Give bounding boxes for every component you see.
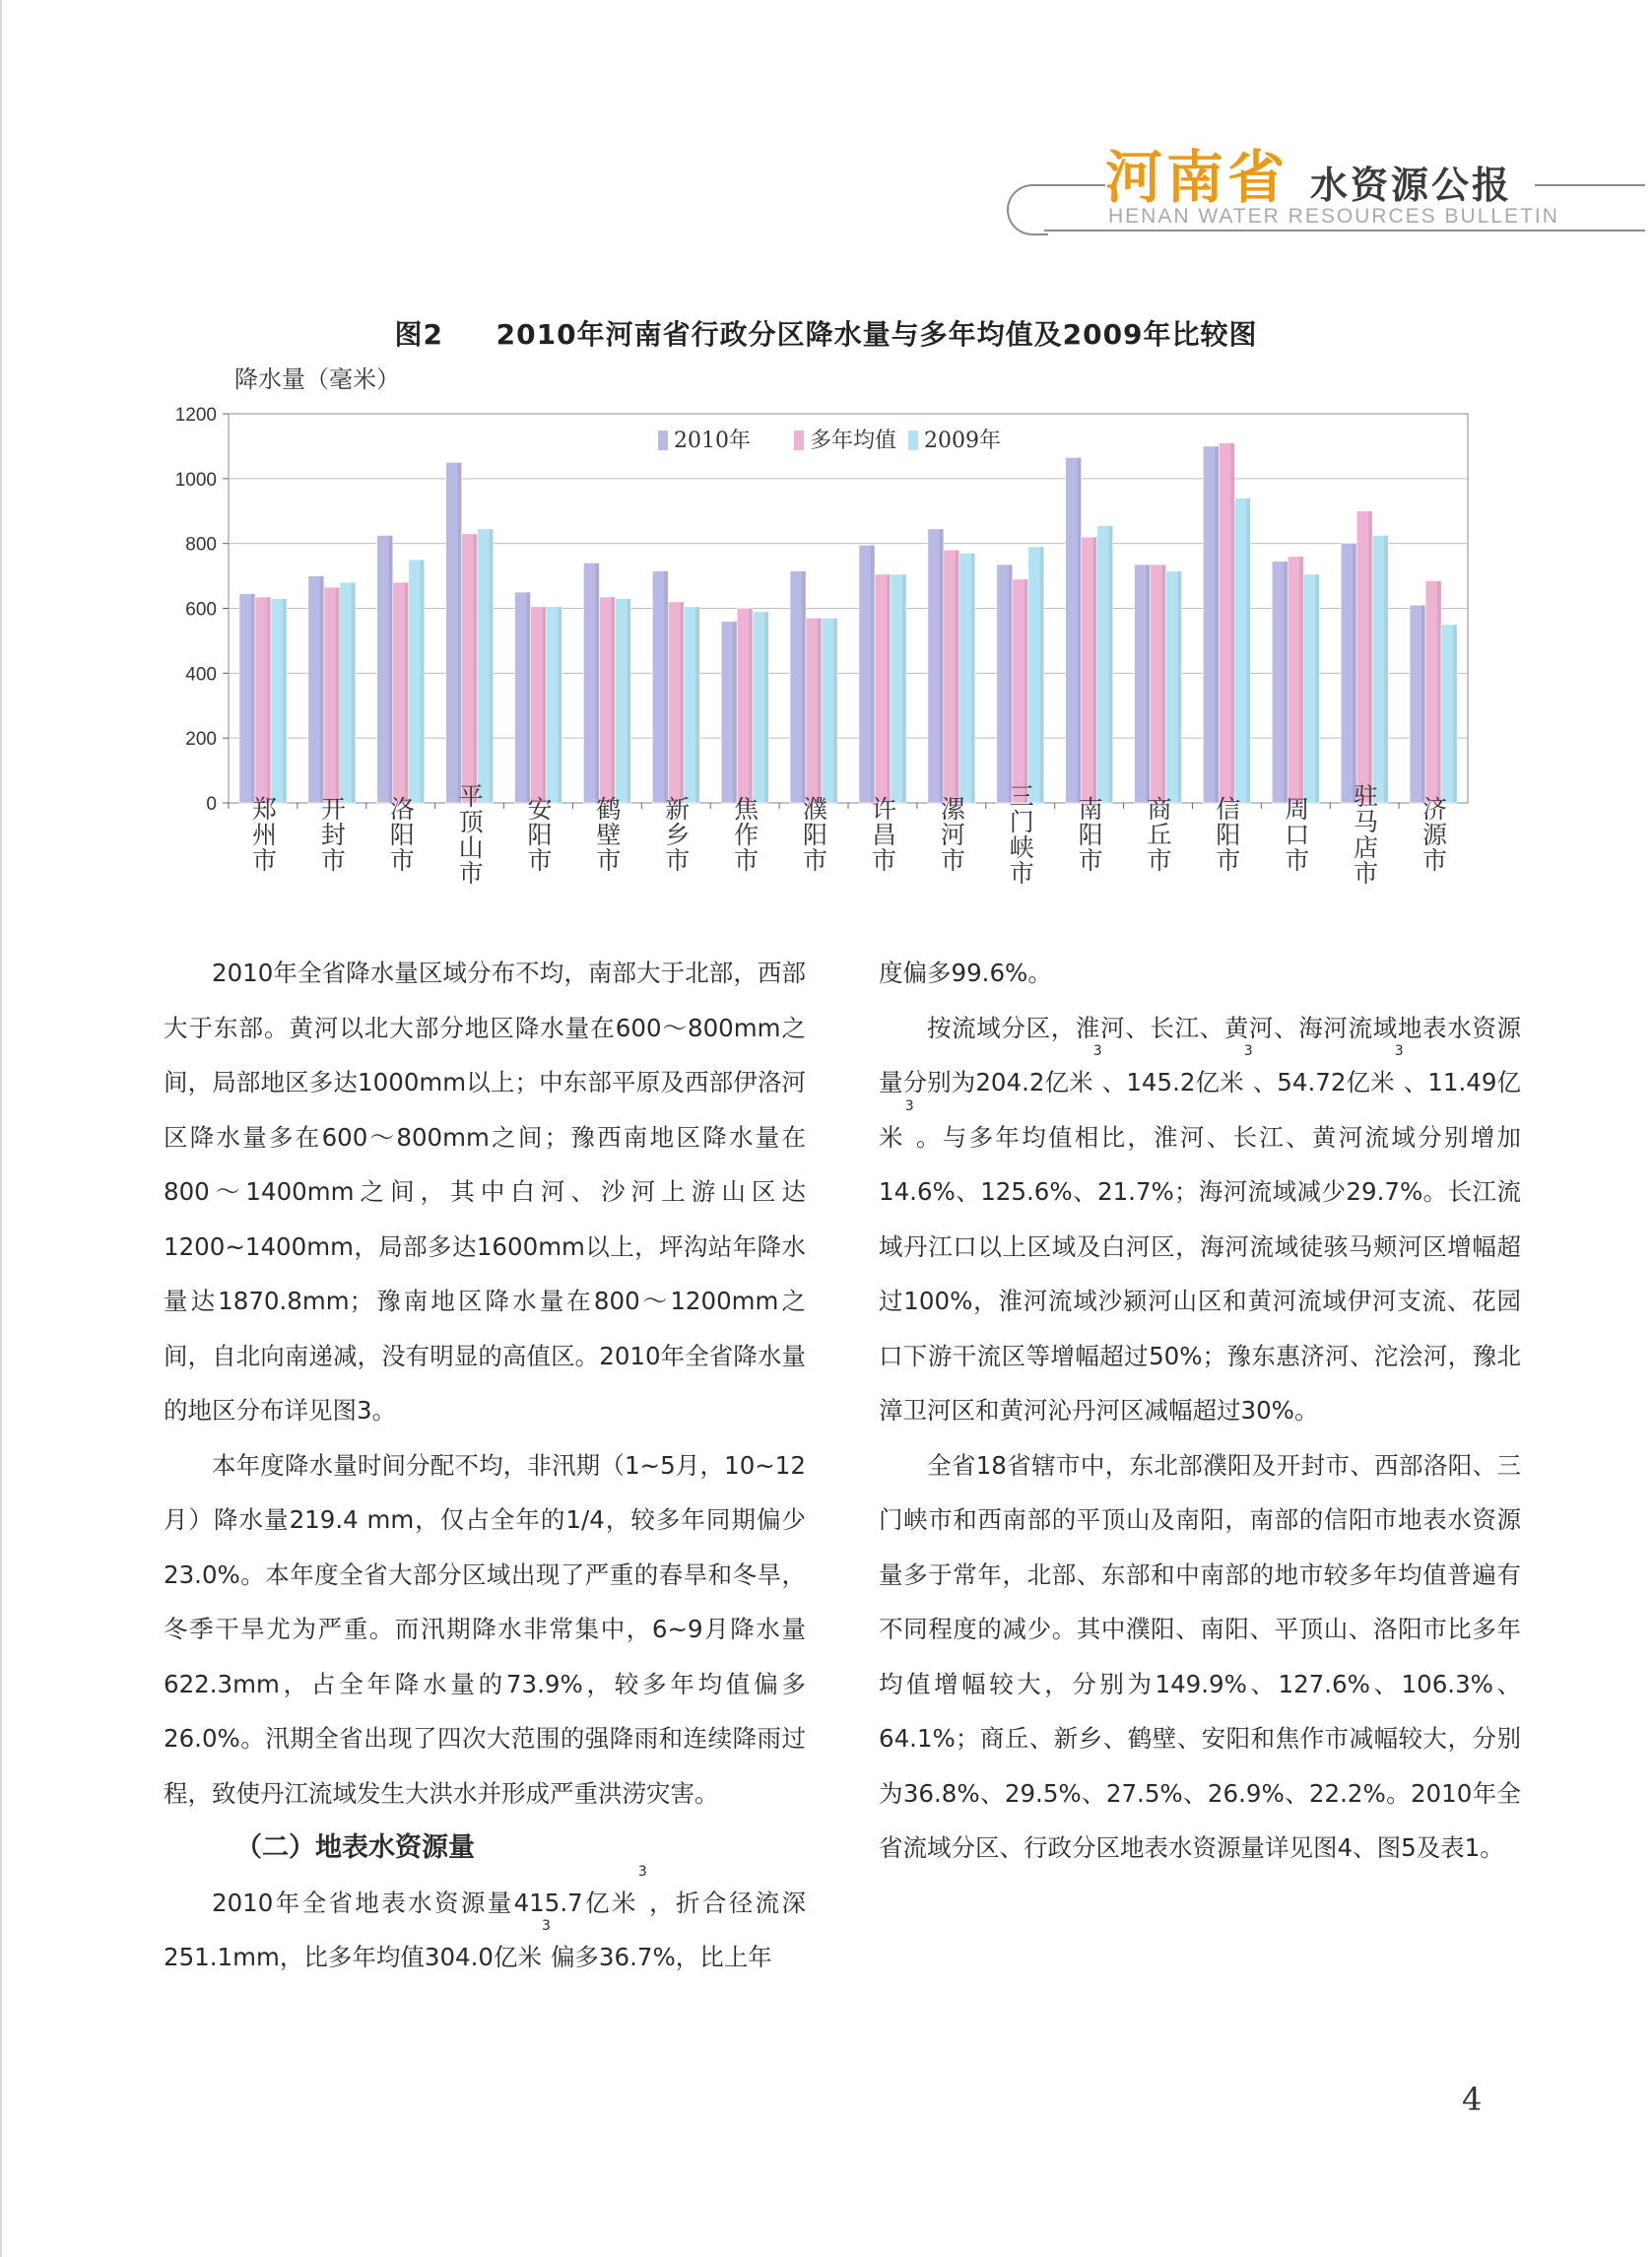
bar-shade — [902, 574, 906, 803]
x-category-label: 洛阳市 — [386, 796, 416, 873]
bar-shade — [389, 535, 393, 803]
bar-shade — [764, 612, 768, 803]
bar-shade — [1246, 498, 1250, 803]
bar-shade — [1421, 605, 1425, 803]
legend-label-多年均值: 多年均值 — [810, 429, 897, 453]
bar-shade — [474, 534, 478, 803]
figure-caption: 2010年河南省行政分区降水量与多年均值及2009年比较图 — [496, 318, 1258, 351]
bar-shade — [1078, 457, 1082, 803]
paragraph-continuation: 度偏多99.6%。 — [879, 959, 1052, 987]
bar-shade — [1368, 511, 1372, 803]
bar-shade — [871, 545, 875, 803]
bar-shade — [680, 602, 684, 803]
bar-shade — [971, 554, 975, 803]
bar-shade — [405, 582, 409, 803]
bar-shade — [251, 594, 255, 803]
legend-swatch-2010年 — [658, 431, 668, 450]
x-category-label: 开封市 — [317, 796, 347, 873]
y-tick-label: 200 — [185, 729, 217, 751]
x-category-label: 焦作市 — [730, 796, 760, 873]
bar-shade — [1284, 562, 1288, 803]
bar-shade — [595, 563, 599, 803]
bar-shade — [267, 597, 271, 803]
y-tick-label: 600 — [185, 599, 217, 621]
paragraph-basin-breakdown: 按流域分区，淮河、长江、黄河、海河流域地表水资源量分别为204.2亿米$^3$、145.2亿米$^3$、54.72亿米$^3$、11.49亿米$^3$。与多年均值相比，淮河、长江、黄河流域分别增加14.6%、125.6%、21.7%；海河流域减少29.7%。长江流域丹江口以上区域及白河区，海河流域徒骇马颊河区增幅超过100%，淮河流域沙颍河山区和黄河流域伊河支流、花园口下游干流区等增幅超过50%；豫东惠济河、沱浍河，豫北漳卫河区和黄河沁丹河区减幅超过30%。 — [879, 1013, 1522, 1425]
paragraph-city-breakdown: 全省18省辖市中，东北部濮阳及开封市、西部洛阳、三门峡市和西南部的平顶山及南阳，南部的信阳市地表水资源量多于常年，北部、东部和中南部的地市较多年均值普遍有不同程度的减少。其中濮阳、南阳、平顶山、洛阳市比多年均值增幅较大，分别为149.9%、127.6%、106.3%、64.1%；商丘、新乡、鹤壁、安阳和焦作市减幅较大，分别为36.8%、29.5%、27.5%、26.9%、22.2%。2010年全省流域分区、行政分区地表水资源量详见图4、图5及表1。 — [879, 1450, 1521, 1862]
bar-shade — [1453, 625, 1457, 803]
bar-shade — [733, 622, 737, 803]
bar-shade — [1353, 544, 1356, 803]
bar-shade — [1230, 443, 1234, 803]
bar-shade — [1040, 547, 1044, 803]
bar-shade — [887, 574, 891, 803]
x-category-label: 南阳市 — [1075, 796, 1104, 873]
x-category-label: 安阳市 — [524, 796, 553, 873]
paragraph-spatial-distribution: 2010年全省降水量区域分布不均，南部大于北部，西部大于东部。黄河以北大部分地区降水量在600～800mm之间，局部地区多达1000mm以上；中东部平原及西部伊洛河区降水量多在600～800mm之间；豫西南地区降水量在800～1400mm之间，其中白河、沙河上游山区达1200~1400mm，局部多达1600mm以上，坪沟站年降水量达1870.8mm；豫南地区降水量在800～1200mm之间，自北向南递减，没有明显的高值区。2010年全省降水量的地区分布详见图3。 — [164, 959, 806, 1425]
bar-shade — [627, 599, 630, 803]
bar-shade — [336, 587, 340, 803]
y-tick-label: 1200 — [174, 405, 217, 426]
x-category-label: 平顶山市 — [455, 783, 485, 886]
bar-shade — [802, 571, 806, 803]
x-category-label: 周口市 — [1281, 796, 1310, 873]
x-category-label: 鹤壁市 — [592, 796, 622, 873]
bar-shade — [283, 599, 287, 803]
precipitation-bar-chart — [0, 0, 1652, 936]
y-tick-label: 800 — [185, 534, 217, 556]
bar-shade — [1147, 564, 1151, 803]
bar-shade — [611, 597, 615, 803]
x-category-label: 许昌市 — [868, 796, 897, 873]
legend-swatch-2009年 — [908, 431, 918, 450]
bar-shade — [1384, 535, 1388, 803]
header-subtitle-english: HENAN WATER RESOURCES BULLETIN — [1108, 205, 1559, 228]
chart-y-axis-unit: 降水量（毫米） — [234, 365, 400, 393]
x-category-label: 驻马店市 — [1350, 783, 1379, 886]
x-category-label: 濮阳市 — [799, 796, 828, 873]
bar-shade — [1109, 526, 1113, 803]
bar-shade — [1299, 557, 1303, 803]
bar-shade — [421, 560, 425, 803]
x-category-label: 新乡市 — [661, 796, 691, 873]
bar-shade — [956, 550, 959, 803]
bar-shade — [940, 529, 944, 803]
bar-shade — [1315, 574, 1319, 803]
paragraph-surface-water-total: 2010年全省地表水资源量415.7亿米$^3$，折合径流深251.1mm，比多年均值304.0亿米$^3$偏多36.7%，比上年 — [164, 1863, 807, 1971]
bar-shade — [818, 618, 822, 803]
bar-shade — [543, 607, 547, 803]
legend-label-2009年: 2009年 — [924, 429, 1001, 453]
y-tick-label: 1000 — [174, 469, 217, 491]
bar-shade — [458, 462, 462, 803]
x-category-label: 郑州市 — [248, 796, 278, 873]
page-number: 4 — [1462, 2081, 1483, 2118]
x-category-label: 漯河市 — [937, 796, 966, 873]
bar-shade — [1093, 537, 1097, 803]
x-category-label: 三门峡市 — [1006, 783, 1035, 886]
paragraph-temporal-distribution: 本年度降水量时间分配不均，非汛期（1~5月，10~12月）降水量219.4 mm，仅占全年的1/4，较多年同期偏少23.0%。本年度全省大部分区域出现了严重的春旱和冬旱，冬季干旱尤为严重。而汛期降水非常集中，6~9月降水量622.3mm，占全年降水量的73.9%，较多年均值偏多26.0%。汛期全省出现了四次大范围的强降雨和连续降雨过程，致使丹江流域发生大洪水并形成严重洪涝灾害。 — [164, 1450, 806, 1808]
bar-shade — [833, 618, 837, 803]
bar-shade — [1178, 571, 1182, 803]
bar-shade — [490, 529, 494, 803]
bar-shade — [320, 576, 324, 803]
y-tick-label: 0 — [206, 794, 217, 815]
bar-shade — [749, 609, 753, 804]
bar-shade — [527, 592, 531, 803]
legend-label-2010年: 2010年 — [674, 429, 751, 453]
x-category-label: 信阳市 — [1212, 796, 1241, 873]
text-column-left — [164, 946, 806, 1985]
bar-shade — [352, 582, 356, 803]
bar-shade — [695, 607, 699, 803]
text-column-right — [879, 946, 1521, 1876]
bar-shade — [1009, 564, 1013, 803]
legend-swatch-多年均值 — [794, 431, 804, 450]
bar-shade — [1437, 581, 1441, 803]
x-category-label: 济源市 — [1419, 796, 1448, 873]
bar-shade — [664, 571, 668, 803]
bar-shade — [1215, 446, 1219, 803]
figure-number: 图2 — [394, 318, 443, 351]
bar-shade — [1024, 579, 1028, 803]
x-category-label: 商丘市 — [1144, 796, 1172, 873]
header-title-bulletin: 水资源公报 — [1310, 163, 1513, 207]
bar-shade — [1162, 564, 1166, 803]
section-heading-surface-water: （二）地表水资源量 — [235, 1832, 475, 1863]
bar-shade — [559, 607, 562, 803]
y-tick-label: 400 — [185, 664, 217, 686]
header-title-province: 河南省 — [1105, 144, 1289, 211]
